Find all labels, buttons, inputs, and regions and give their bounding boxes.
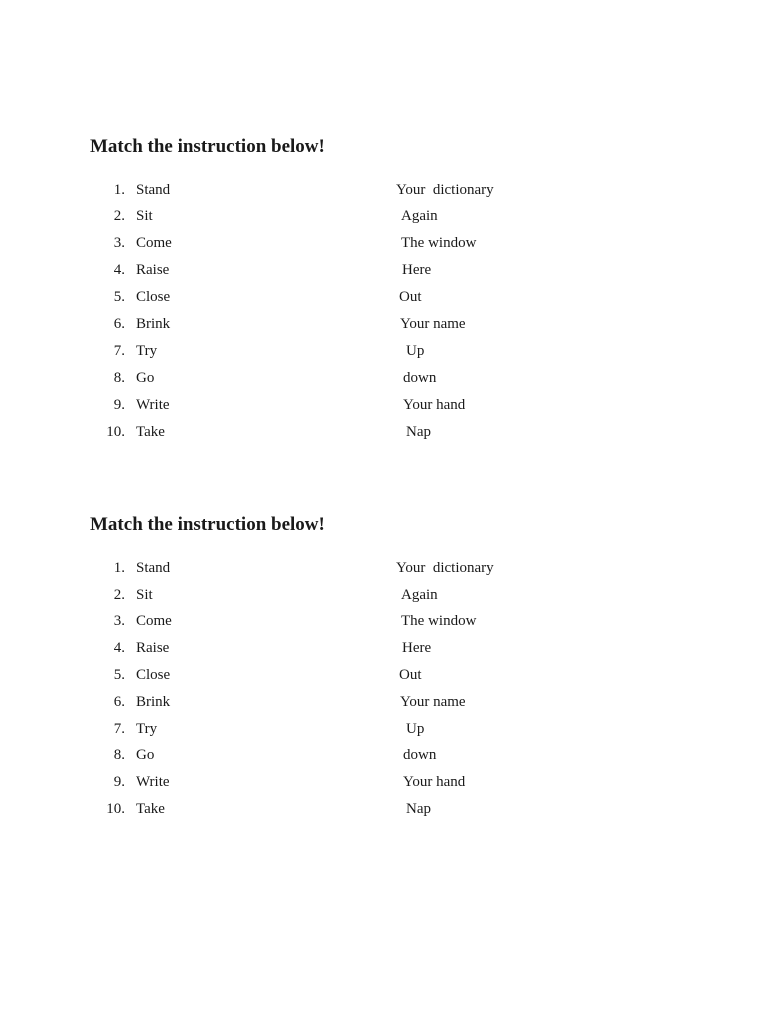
list-item	[0, 392, 768, 418]
list-item	[0, 257, 768, 283]
item-match: Up	[406, 721, 425, 737]
list-item	[0, 419, 768, 445]
item-number: 4.	[113, 640, 125, 656]
item-word: Raise	[136, 640, 170, 656]
item-number: 3.	[113, 235, 125, 251]
item-number: 5.	[113, 667, 125, 683]
list-item	[0, 230, 768, 256]
item-word: Stand	[136, 560, 171, 576]
item-word: Go	[136, 747, 155, 763]
item-number: 10.	[106, 801, 125, 817]
list-item	[0, 608, 768, 634]
exercise-title: Match the instruction below!	[90, 136, 325, 157]
exercise-title: Match the instruction below!	[90, 514, 325, 535]
item-match: The window	[401, 235, 477, 251]
list-item	[0, 203, 768, 229]
item-word: Try	[136, 343, 158, 359]
item-word: Write	[136, 774, 170, 790]
item-number: 7.	[113, 721, 125, 737]
list-item	[0, 555, 768, 581]
item-number: 2.	[113, 587, 125, 603]
list-item	[0, 177, 768, 203]
item-match: down	[403, 370, 437, 386]
item-word: Take	[136, 801, 165, 817]
list-item	[0, 338, 768, 364]
item-number: 7.	[113, 343, 125, 359]
list-item	[0, 796, 768, 822]
item-number: 1.	[113, 182, 125, 198]
list-item	[0, 284, 768, 310]
item-match: Nap	[406, 424, 431, 440]
list-item	[0, 635, 768, 661]
item-word: Write	[136, 397, 170, 413]
item-number: 6.	[113, 316, 125, 332]
item-word: Brink	[136, 694, 171, 710]
item-number: 3.	[113, 613, 125, 629]
item-match: Out	[399, 289, 422, 305]
item-number: 8.	[113, 747, 125, 763]
item-word: Close	[136, 667, 171, 683]
item-number: 1.	[113, 560, 125, 576]
list-item	[0, 311, 768, 337]
item-number: 8.	[113, 370, 125, 386]
item-word: Come	[136, 613, 172, 629]
item-match: The window	[401, 613, 477, 629]
item-match: Your dictionary	[396, 560, 494, 576]
item-match: down	[403, 747, 437, 763]
item-match: Nap	[406, 801, 431, 817]
item-word: Come	[136, 235, 172, 251]
item-number: 4.	[113, 262, 125, 278]
item-number: 9.	[113, 397, 125, 413]
item-word: Brink	[136, 316, 171, 332]
item-number: 6.	[113, 694, 125, 710]
item-match: Here	[402, 262, 432, 278]
item-match: Here	[402, 640, 432, 656]
item-match: Your hand	[403, 774, 466, 790]
item-match: Again	[401, 587, 438, 603]
list-item	[0, 716, 768, 742]
item-word: Sit	[136, 587, 153, 603]
item-match: Your name	[400, 694, 466, 710]
item-number: 10.	[106, 424, 125, 440]
list-item	[0, 365, 768, 391]
item-match: Your name	[400, 316, 466, 332]
item-number: 9.	[113, 774, 125, 790]
item-word: Stand	[136, 182, 171, 198]
list-item	[0, 582, 768, 608]
list-item	[0, 769, 768, 795]
list-item	[0, 742, 768, 768]
item-word: Raise	[136, 262, 170, 278]
list-item	[0, 662, 768, 688]
item-match: Out	[399, 667, 422, 683]
item-match: Your dictionary	[396, 182, 494, 198]
list-item	[0, 689, 768, 715]
item-match: Your hand	[403, 397, 466, 413]
item-word: Try	[136, 721, 158, 737]
item-word: Go	[136, 370, 155, 386]
item-word: Sit	[136, 208, 153, 224]
item-word: Take	[136, 424, 165, 440]
item-number: 5.	[113, 289, 125, 305]
item-word: Close	[136, 289, 171, 305]
item-match: Up	[406, 343, 425, 359]
item-match: Again	[401, 208, 438, 224]
item-number: 2.	[113, 208, 125, 224]
